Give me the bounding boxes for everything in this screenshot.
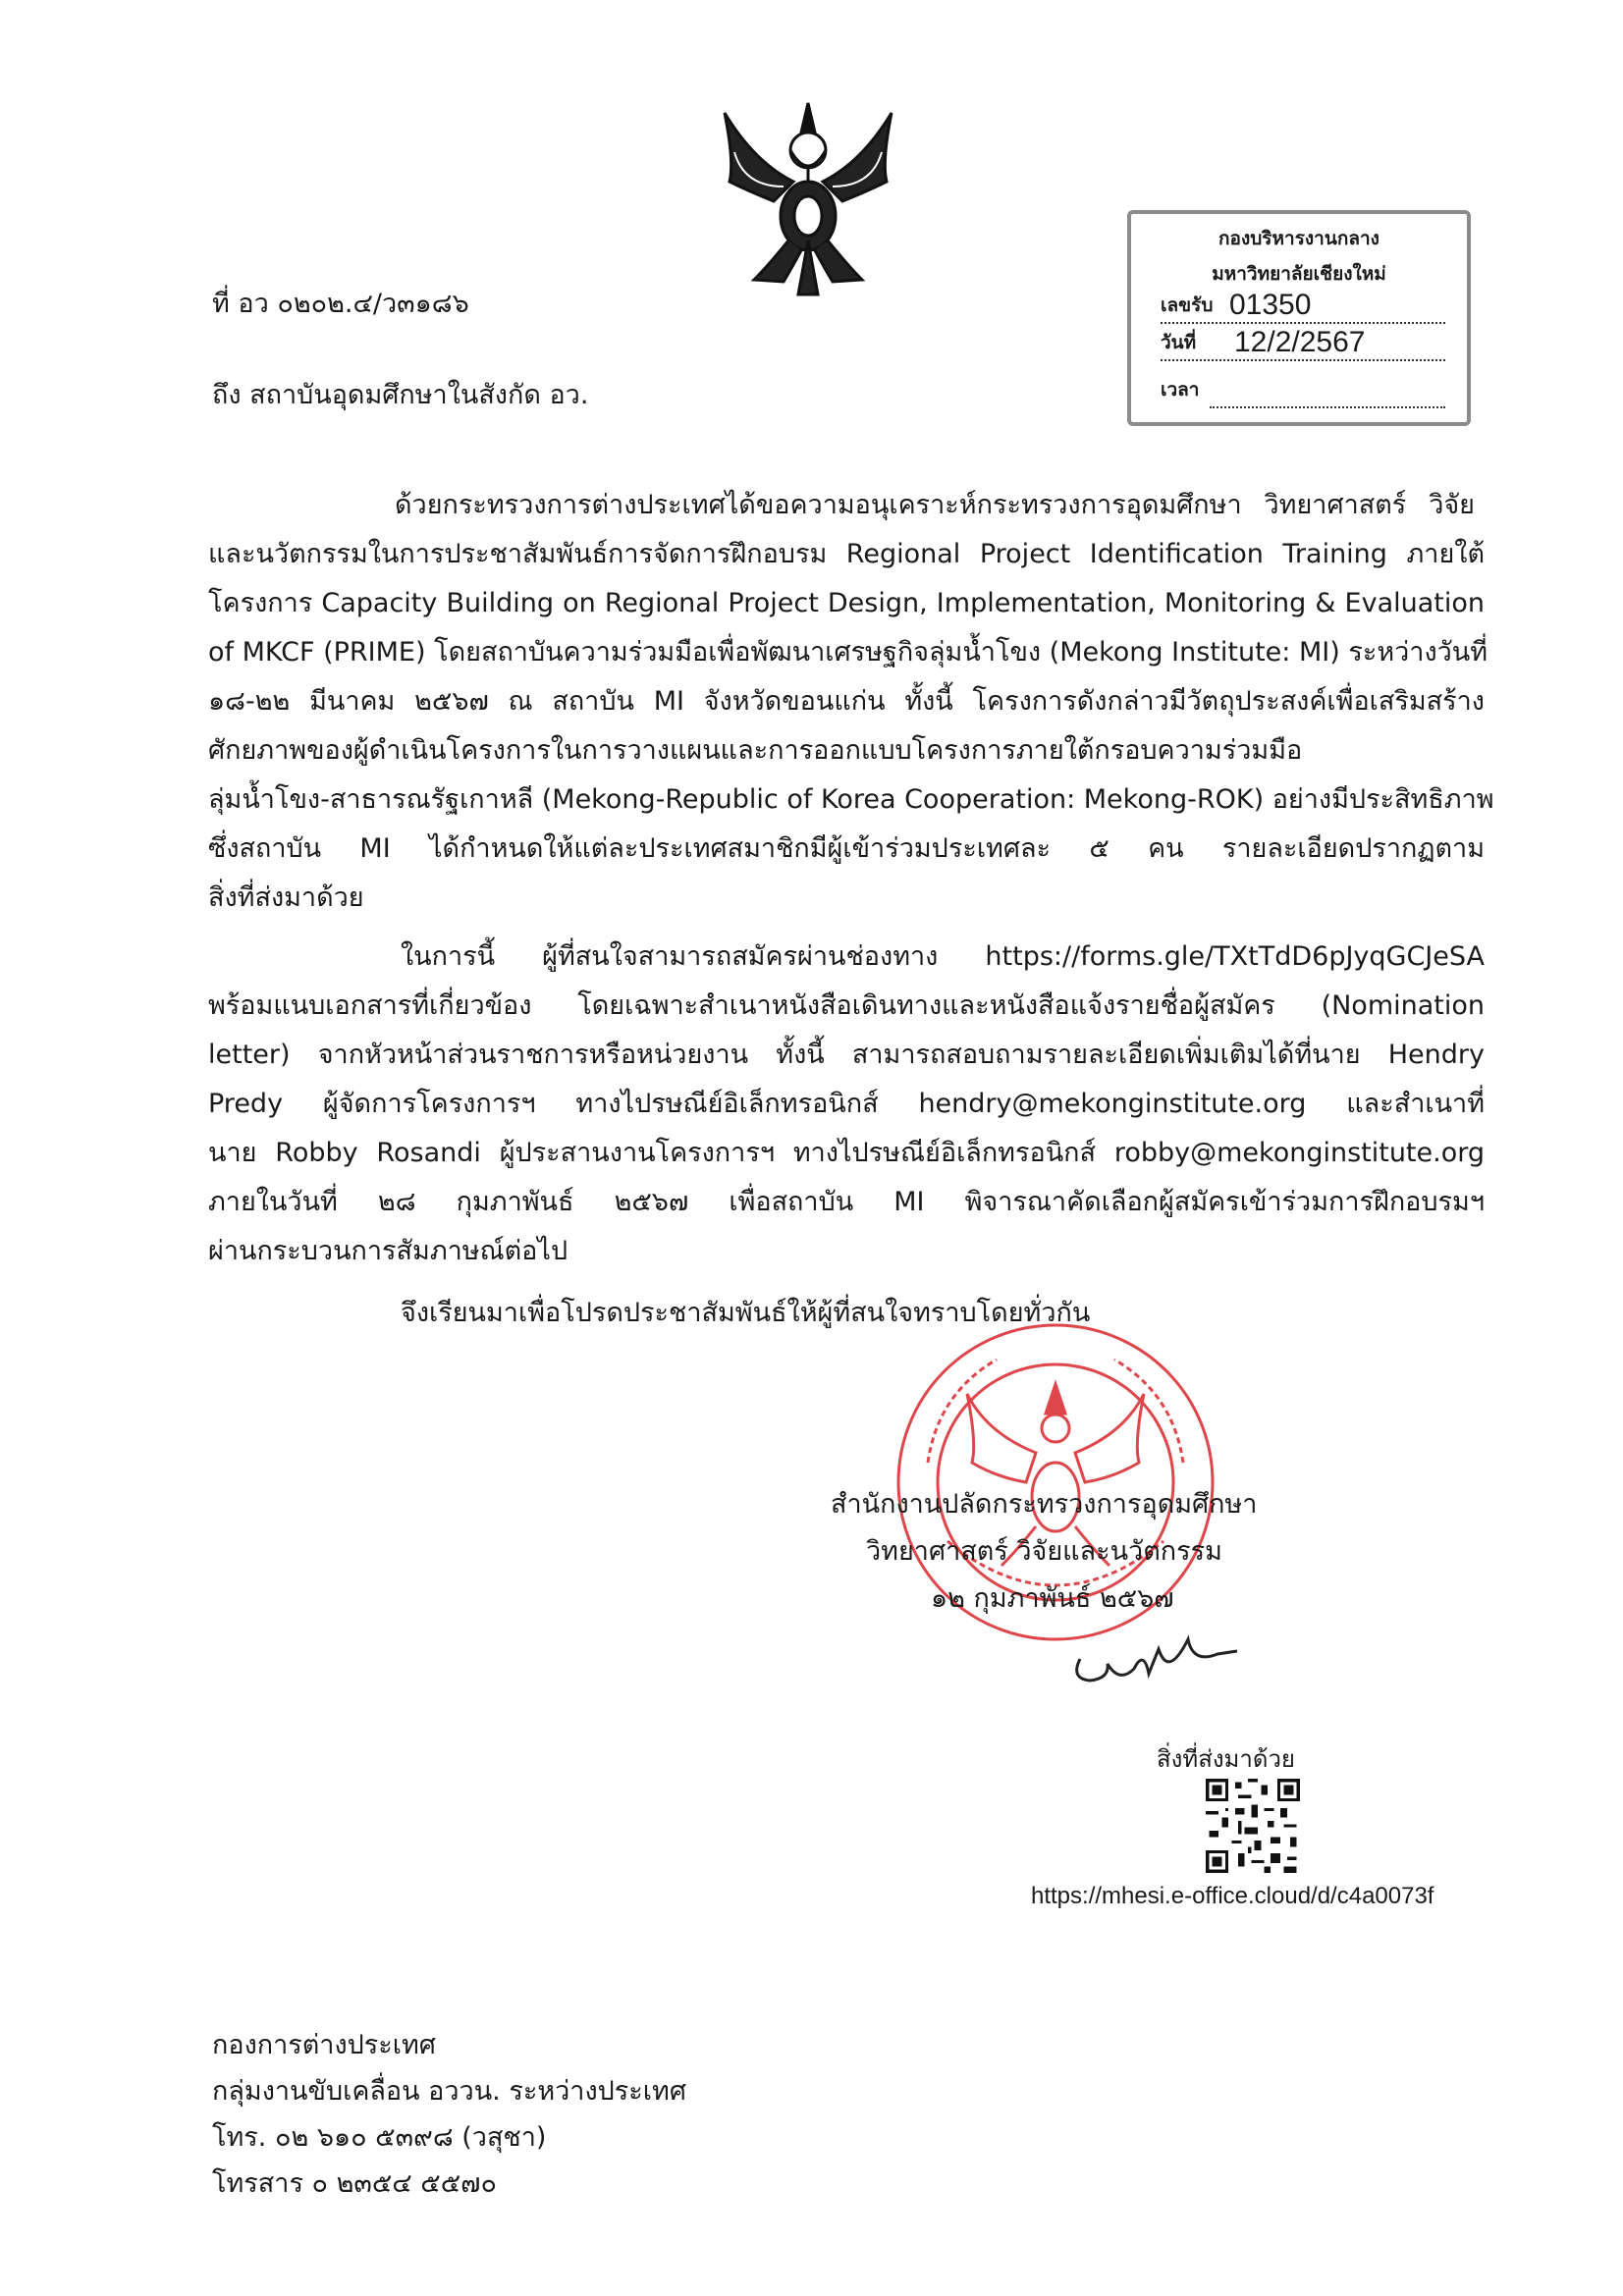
paragraph-line: สิ่งที่ส่งมาด้วย — [208, 882, 364, 913]
receipt-number-value: 01350 — [1229, 289, 1312, 321]
qr-code-icon[interactable] — [1206, 1779, 1300, 1873]
paragraph-2 — [208, 933, 1485, 1276]
paragraph-line: of MKCF (PRIME) โดยสถาบันความร่วมมือเพื่อพัฒนาเศรษฐกิจลุ่มน้ำโขง (Mekong Institute: MI) ระหว่างวันที่ — [208, 637, 1488, 667]
closing-line: จึงเรียนมาเพื่อโปรดประชาสัมพันธ์ให้ผู้ที่สนใจทราบโดยทั่วกัน — [401, 1298, 1091, 1328]
garuda-emblem-icon — [715, 93, 901, 299]
receipt-date-label: วันที่ — [1161, 332, 1197, 353]
receipt-date-value: 12/2/2567 — [1234, 326, 1366, 358]
footer-department: กองการต่างประเทศ — [212, 2030, 436, 2060]
paragraph-line: ๑๘-๒๒ มีนาคม ๒๕๖๗ ณ สถาบัน MI จังหวัดขอนแก่น ทั้งนี้ โครงการดังกล่าวมีวัตถุประสงค์เพื่อเสริมสร้าง — [208, 686, 1485, 717]
receipt-stamp — [1127, 210, 1471, 426]
paragraph-line: ในการนี้ ผู้ที่สนใจสามารถสมัครผ่านช่องทาง https://forms.gle/TXtTdD6pJyqGCJeSA — [401, 941, 1485, 972]
footer-phone: โทร. ๐๒ ๖๑๐ ๕๓๙๘ (วสุชา) — [212, 2122, 547, 2153]
paragraph-line: letter) จากหัวหน้าส่วนราชการหรือหน่วยงาน ทั้งนี้ สามารถสอบถามรายละเอียดเพิ่มเติมได้ที่นาย Hendry — [208, 1040, 1485, 1070]
sender-office-line-1: สำนักงานปลัดกระทรวงการอุดมศึกษา — [831, 1489, 1258, 1520]
attachment-url[interactable]: https://mhesi.e-office.cloud/d/c4a0073f — [1031, 1883, 1434, 1909]
paragraph-line: ภายในวันที่ ๒๘ กุมภาพันธ์ ๒๕๖๗ เพื่อสถาบัน MI พิจารณาคัดเลือกผู้สมัครเข้าร่วมการฝึกอบรมฯ — [208, 1187, 1485, 1217]
sender-date: ๑๒ กุมภาพันธ์ ๒๕๖๗ — [931, 1583, 1174, 1614]
receipt-date-row — [1161, 326, 1445, 361]
paragraph-line: ซึ่งสถาบัน MI ได้กำหนดให้แต่ละประเทศสมาชิกมีผู้เข้าร่วมประเทศละ ๕ คน รายละเอียดปรากฏตาม — [208, 833, 1485, 864]
document-reference: ที่ อว ๐๒๐๒.๔/ว๓๑๘๖ — [212, 289, 469, 319]
receipt-university: มหาวิทยาลัยเชียงใหม่ — [1212, 263, 1386, 285]
sender-office-line-2: วิทยาศาสตร์ วิจัยและนวัตกรรม — [866, 1536, 1222, 1567]
paragraph-line: และนวัตกรรมในการประชาสัมพันธ์การจัดการฝึกอบรม Regional Project Identification Training ภายใต้ — [208, 539, 1485, 569]
footer-group: กลุ่มงานขับเคลื่อน อววน. ระหว่างประเทศ — [212, 2076, 686, 2107]
receipt-time-label: เวลา — [1161, 379, 1200, 400]
signature-icon — [1051, 1610, 1247, 1698]
footer-fax: โทรสาร ๐ ๒๓๕๔ ๕๕๗๐ — [212, 2168, 497, 2199]
paragraph-1 — [208, 481, 1494, 923]
paragraph-line: ลุ่มน้ำโขง-สาธารณรัฐเกาหลี (Mekong-Republic of Korea Cooperation: Mekong-ROK) อย่างมีประสิทธิภาพ — [208, 784, 1494, 815]
attachment-label: สิ่งที่ส่งมาด้วย — [1157, 1745, 1295, 1773]
receipt-office: กองบริหารงานกลาง — [1218, 228, 1380, 249]
paragraph-line: ศักยภาพของผู้ดำเนินโครงการในการวางแผนและการออกแบบโครงการภายใต้กรอบความร่วมมือ — [208, 735, 1303, 766]
paragraph-line: โครงการ Capacity Building on Regional Project Design, Implementation, Monitoring & Evaluation — [208, 588, 1485, 618]
paragraph-line: ด้วยกระทรวงการต่างประเทศได้ขอความอนุเคราะห์กระทรวงการอุดมศึกษา วิทยาศาสตร์ วิจัย — [395, 490, 1475, 520]
paragraph-line: Predy ผู้จัดการโครงการฯ ทางไปรษณีย์อิเล็กทรอนิกส์ hendry@mekonginstitute.org และสำเนาที่ — [208, 1089, 1485, 1119]
receipt-number-label: เลขรับ — [1161, 294, 1214, 316]
receipt-time-row — [1161, 373, 1445, 408]
recipient-line: ถึง สถาบันอุดมศึกษาในสังกัด อว. — [212, 380, 589, 410]
paragraph-line: พร้อมแนบเอกสารที่เกี่ยวข้อง โดยเฉพาะสำเนาหนังสือเดินทางและหนังสือแจ้งรายชื่อผู้สมัคร (Nomination — [208, 990, 1485, 1021]
receipt-number-row — [1161, 289, 1445, 324]
paragraph-line: นาย Robby Rosandi ผู้ประสานงานโครงการฯ ทางไปรษณีย์อิเล็กทรอนิกส์ robby@mekonginstitute.org — [208, 1138, 1485, 1168]
paragraph-line: ผ่านกระบวนการสัมภาษณ์ต่อไป — [208, 1236, 568, 1266]
